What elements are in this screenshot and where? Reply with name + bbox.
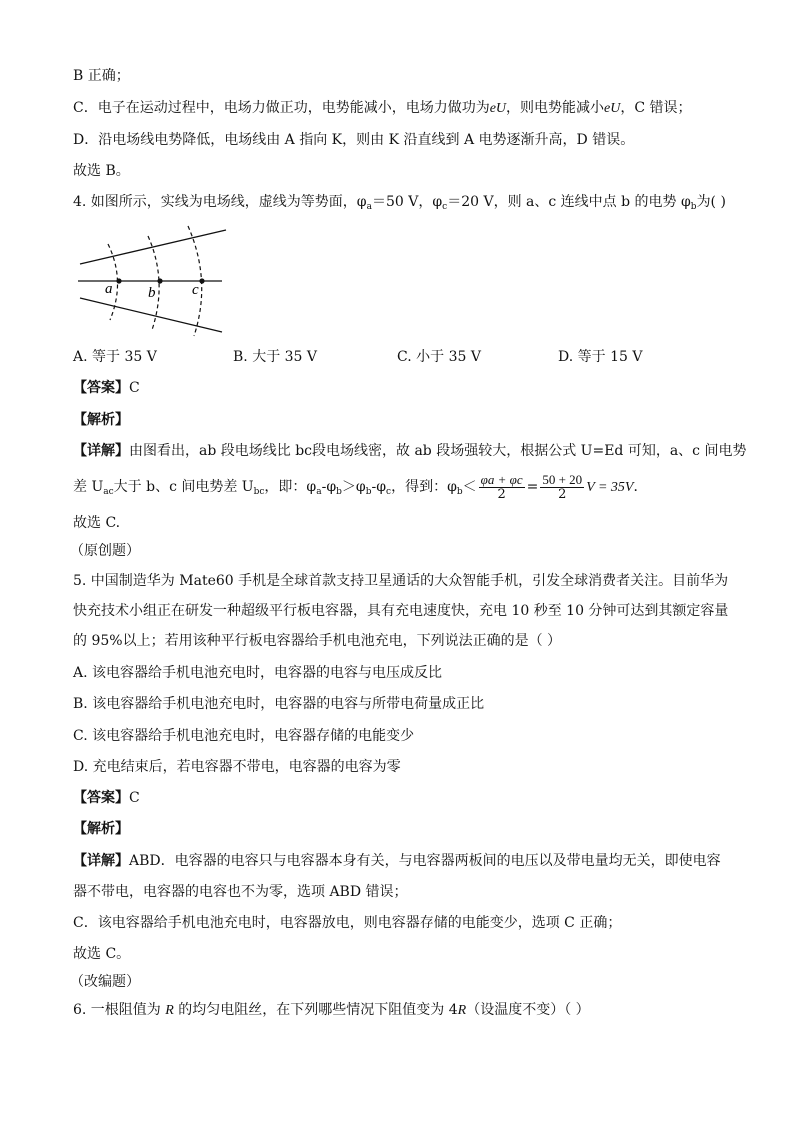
q4-d2g: ，得到：φ <box>391 479 457 495</box>
q5-option-a: A. 该电容器给手机电池充电时，电容器的电容与电压成反比 <box>73 665 443 681</box>
q4-sub-b: b <box>690 202 697 212</box>
q4-choose: 故选 C. <box>73 515 121 531</box>
q4-option-b: B. 大于 35 V <box>233 349 318 365</box>
q6-stem-c: （设温度不变）（ ） <box>466 1002 590 1018</box>
q4-answer <box>73 378 140 398</box>
q3-c-var1: eU <box>489 101 507 116</box>
q3-c-text-c: ，C 错误； <box>620 100 692 116</box>
q4-d2-sub3: a <box>316 487 322 497</box>
q4-detail-text1: 由图看出，ab 段电场线比 bc段电场线密，故 ab 段场强较大，根据公式 U=Ed 可知，a、c 间电势 <box>129 443 747 459</box>
q4-d2-sub2: bc <box>253 487 265 497</box>
q3-d-line: D．沿电场线电势降低，电场线由 A 指向 K，则由 K 沿直线到 A 电势逐渐升高，D 错误。 <box>73 132 635 148</box>
q4-eq1: = <box>526 479 539 495</box>
q5-detail-line3: C．该电容器给手机电池充电时，电容器放电，则电容器存储的电能变少，选项 C 正确； <box>73 915 622 931</box>
q5-answer-value: C <box>129 790 140 806</box>
q5-detail-line2: 器不带电，电容器的电容也不为零，选项 ABD 错误； <box>73 884 408 900</box>
q4-option-a: A. 等于 35 V <box>73 349 157 365</box>
fraction-2-denominator: 2 <box>558 486 567 502</box>
fraction-1-numerator: φa + φc <box>480 471 523 487</box>
q4-answer-tag: 【答案】 <box>73 380 129 396</box>
q4-eq2: V = 35V <box>586 480 634 495</box>
q3-c-var2: eU <box>604 101 621 116</box>
q5-option-b: B. 该电容器给手机电池充电时，电容器的电容与所带电荷量成正比 <box>73 696 485 712</box>
q5-choose: 故选 C。 <box>73 946 131 962</box>
q4-stem-d: 为( ) <box>696 194 726 210</box>
fraction-1-denominator: 2 <box>497 486 506 502</box>
q4-d2-sub7: b <box>456 487 463 497</box>
q6-var-r: R <box>165 1003 174 1018</box>
fraction-2 <box>540 473 584 502</box>
label-c: c <box>192 282 199 298</box>
q5-analysis-label: 【解析】 <box>73 821 129 837</box>
fraction-2-numerator: 50 + 20 <box>542 471 583 487</box>
label-a: a <box>105 281 113 297</box>
q4-detail-tag: 【详解】 <box>73 443 129 459</box>
q3-c-text-a: C．电子在运动过程中，电场力做正功，电势能减小，电场力做功为 <box>73 100 490 116</box>
q4-source: （原创题） <box>70 543 140 559</box>
label-b: b <box>148 285 156 301</box>
q6-stem <box>73 1000 590 1021</box>
q4-d2-sub5: b <box>365 487 372 497</box>
field-line-top <box>80 230 226 264</box>
q5-option-c: C. 该电容器给手机电池充电时，电容器存储的电能变少 <box>73 728 415 744</box>
q6-stem-b: 的均匀电阻丝，在下列哪些情况下阻值变为 4 <box>173 1002 458 1018</box>
q5-stem-line3: 的 95%以上；若用该种平行板电容器给手机电池充电，下列说法正确的是（ ） <box>73 633 562 649</box>
q3-choose: 故选 B。 <box>73 163 130 179</box>
q5-detail-text1: ABD．电容器的电容只与电容器本身有关，与电容器两板间的电压以及带电量均无关，即使电容 <box>129 853 721 869</box>
q5-answer <box>73 788 140 808</box>
q4-option-d: D. 等于 15 V <box>558 349 643 365</box>
q4-sub-a: a <box>366 202 372 212</box>
q3-c-text-b: ，则电势能减小 <box>506 100 605 116</box>
q4-d2c: ，即：φ <box>264 479 317 495</box>
q4-d2e: ＞φ <box>341 479 366 495</box>
q5-answer-tag: 【答案】 <box>73 790 129 806</box>
q5-detail-line1 <box>73 851 721 871</box>
q4-d2d: -φ <box>321 479 337 495</box>
q4-sub-c: c <box>442 202 448 212</box>
q4-d2-sub6: c <box>386 487 392 497</box>
q3-c-line <box>73 98 692 119</box>
q4-d2-sub4: b <box>336 487 342 497</box>
q6-stem-a: 6. 一根阻值为 <box>73 1002 166 1018</box>
q5-source: （改编题） <box>70 974 140 990</box>
q4-d2a: 差 U <box>73 479 104 495</box>
q5-detail-tag: 【详解】 <box>73 853 129 869</box>
q4-d2-sub1: ac <box>103 487 114 497</box>
q4-d2b: 大于 b、c 间电势差 U <box>113 479 254 495</box>
q5-stem-line1: 5. 中国制造华为 Mate60 手机是全球首款支持卫星通话的大众智能手机，引发全球消费者关注。目前华为 <box>73 573 729 589</box>
point-a <box>116 278 121 283</box>
q4-stem-a: 4. 如图所示，实线为电场线，虚线为等势面，φ <box>73 194 367 210</box>
q4-option-c: C. 小于 35 V <box>397 349 481 365</box>
q4-d2h: ＜ <box>462 479 477 495</box>
field-line-figure <box>70 222 240 340</box>
q4-stem-b: ＝50 V，φ <box>371 194 443 210</box>
q5-option-d: D. 充电结束后，若电容器不带电，电容器的电容为零 <box>73 759 401 775</box>
point-b <box>157 278 162 283</box>
q4-detail-line1 <box>73 441 746 461</box>
q5-stem-line2: 快充技术小组正在研发一种超级平行板电容器，具有充电速度快，充电 10 秒至 10 分钟可达到其额定容量 <box>73 603 729 619</box>
q4-answer-value: C <box>129 380 140 396</box>
q4-analysis-label: 【解析】 <box>73 412 129 428</box>
q5-analysis-tag <box>73 819 129 839</box>
q4-stem-c: ＝20 V，则 a、c 连线中点 b 的电势 φ <box>447 194 691 210</box>
q6-var-r2: R <box>457 1003 467 1018</box>
q4-detail-line2 <box>73 470 648 509</box>
fraction-1 <box>479 473 525 502</box>
point-c <box>199 278 204 283</box>
q4-analysis-tag <box>73 410 129 430</box>
q3-b-line: B 正确； <box>73 68 130 84</box>
q4-eq-end: ． <box>633 479 648 495</box>
q4-d2f: -φ <box>371 479 387 495</box>
q4-stem <box>73 192 726 217</box>
